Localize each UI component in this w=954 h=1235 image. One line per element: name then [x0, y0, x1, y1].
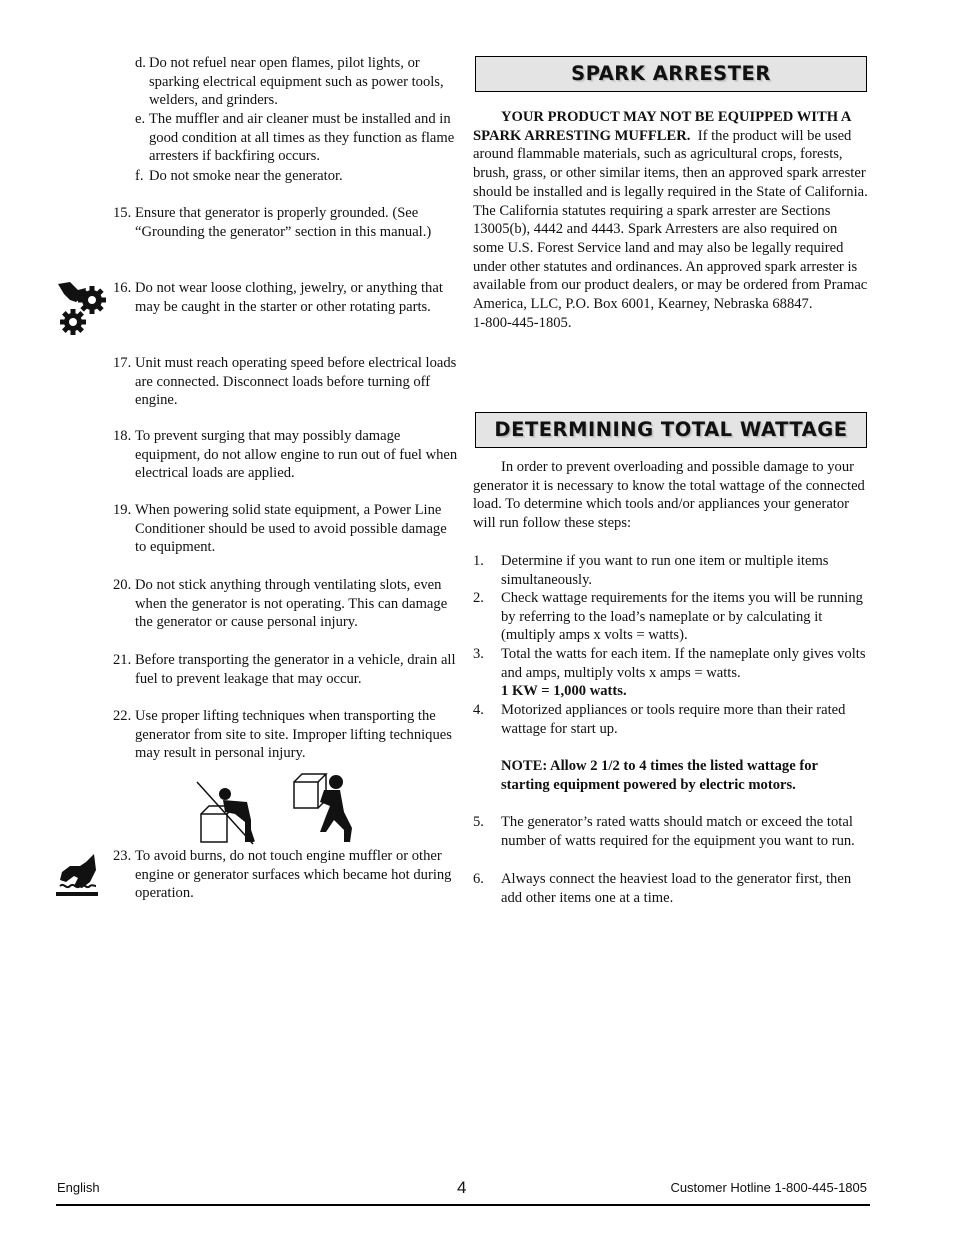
hot-surface-icon	[56, 852, 98, 898]
spark-bold-intro: YOUR PRODUCT MAY NOT BE EQUIPPED WITH A SPARK ARRESTING MUFFLER.	[473, 109, 851, 144]
subitem-label: d.	[135, 55, 146, 71]
step-text: Always connect the heaviest load to the generator first, then add other items one at a time.	[501, 871, 852, 906]
step-bold-text: 1 KW = 1,000 watts.	[501, 683, 627, 700]
item-number: 21.	[113, 652, 132, 668]
item-text: Do not wear loose clothing, jewelry, or anything that may be caught in the starter or other rotating parts.	[135, 280, 443, 315]
wattage-step-6	[473, 870, 868, 907]
step-number: 3.	[473, 646, 484, 662]
step-number: 2.	[473, 590, 484, 606]
wattage-intro-text: In order to prevent overloading and possible damage to your generator it is necessary to know the total wattage of the connected load. To determine which tools and/or appliances your generator will run follow these steps:	[473, 459, 865, 532]
safety-item-19	[113, 501, 458, 557]
step-number: 5.	[473, 814, 484, 830]
step-number: 6.	[473, 871, 484, 887]
item-number: 19.	[113, 502, 132, 518]
safety-item-16	[113, 279, 458, 316]
step-text: The generator’s rated watts should match or exceed the total number of watts required for the equipment you want to run.	[501, 814, 855, 849]
subitem-text: Do not refuel near open flames, pilot lights, or sparking electrical equipment such as power tools, welders, and grinders.	[149, 55, 444, 109]
safety-item-22	[113, 707, 458, 763]
item-text: Before transporting the generator in a vehicle, drain all fuel to prevent leakage that may occur.	[135, 652, 456, 687]
subitem-label: f.	[135, 168, 144, 184]
step-number: 1.	[473, 553, 484, 569]
step-text: Check wattage requirements for the items you will be running by referring to the load’s nameplate or by calculating it (multiply amps x volts = watts).	[501, 590, 863, 644]
improper-lifting-icon	[195, 780, 257, 846]
item-text: Unit must reach operating speed before electrical loads are connected. Disconnect loads before turning off engine.	[135, 355, 457, 409]
item-text: Use proper lifting techniques when transporting the generator from site to site. Improper lifting techniques may result in personal injury.	[135, 708, 452, 762]
safety-subitem-f	[135, 167, 455, 186]
safety-subitem-d	[135, 54, 455, 110]
safety-subitem-e	[135, 110, 455, 166]
item-text: To avoid burns, do not touch engine muffler or other engine or generator surfaces which became hot during operation.	[135, 848, 452, 902]
step-number: 4.	[473, 702, 484, 718]
safety-item-20	[113, 576, 458, 632]
hand-gears-icon	[56, 280, 108, 336]
footer-language: English	[57, 1180, 100, 1195]
item-text: When powering solid state equipment, a Power Line Conditioner should be used to avoid possible damage to equipment.	[135, 502, 447, 556]
wattage-intro	[473, 458, 868, 533]
footer-hotline: Customer Hotline 1-800-445-1805	[670, 1180, 867, 1195]
wattage-step-3	[473, 645, 868, 701]
subitem-text: The muffler and air cleaner must be installed and in good condition at all times as they function as flame arresters if backfiring occurs.	[149, 111, 455, 165]
step-text: Determine if you want to run one item or multiple items simultaneously.	[501, 553, 829, 588]
item-number: 16.	[113, 280, 132, 296]
subitem-label: e.	[135, 111, 146, 127]
spark-arrester-paragraph	[473, 108, 868, 332]
item-number: 18.	[113, 428, 132, 444]
spark-phone: 1-800-445-1805.	[473, 314, 572, 331]
step-text: Motorized appliances or tools require more than their rated wattage for start up.	[501, 702, 846, 737]
item-number: 17.	[113, 355, 132, 371]
spark-text: If the product will be used around flammable materials, such as agricultural crops, forests, brush, grass, or other similar items, then an approved spark arrester should be installed and is legally required in the State of California. The California statutes requiring a spark arrester are Sections 13005(b), 4442 and 4443. Spark Arresters are also required on some U.S. Forest Service land and may also be legally required under other statutes and ordinances. An approved spark arrester is available from our product dealers, or may be ordered from Pramac America, LLC, P.O. Box 6001, Kearney, Nebraska 68847.	[473, 127, 868, 313]
subitem-text: Do not smoke near the generator.	[149, 168, 343, 184]
total-wattage-heading: DETERMINING TOTAL WATTAGE	[475, 412, 867, 448]
safety-item-21	[113, 651, 458, 688]
step-text: Total the watts for each item. If the nameplate only gives volts and amps, multiply volts x amps = watts.	[501, 646, 866, 681]
item-number: 15.	[113, 205, 132, 221]
wattage-step-4	[473, 701, 868, 738]
safety-item-18	[113, 427, 458, 483]
item-number: 23.	[113, 848, 132, 864]
wattage-step-5	[473, 813, 868, 850]
wattage-step-2	[473, 589, 868, 645]
page-number: 4	[457, 1178, 467, 1197]
footer-divider	[56, 1204, 870, 1206]
spark-arrester-heading: SPARK ARRESTER	[475, 56, 867, 92]
item-text: To prevent surging that may possibly damage equipment, do not allow engine to run out of fuel when electrical loads are applied.	[135, 428, 458, 482]
safety-item-17	[113, 354, 458, 410]
safety-item-15	[113, 204, 458, 241]
item-text: Ensure that generator is properly grounded. (See “Grounding the generator” section in this manual.)	[135, 205, 432, 240]
wattage-step-1	[473, 552, 868, 589]
item-text: Do not stick anything through ventilating slots, even when the generator is not operating. This can damage the generator or cause personal injury.	[135, 577, 448, 631]
proper-lifting-icon	[290, 772, 358, 844]
wattage-note: NOTE: Allow 2 1/2 to 4 times the listed wattage for starting equipment powered by electric motors.	[501, 758, 818, 793]
item-number: 22.	[113, 708, 132, 724]
safety-item-23	[113, 847, 458, 903]
item-number: 20.	[113, 577, 132, 593]
